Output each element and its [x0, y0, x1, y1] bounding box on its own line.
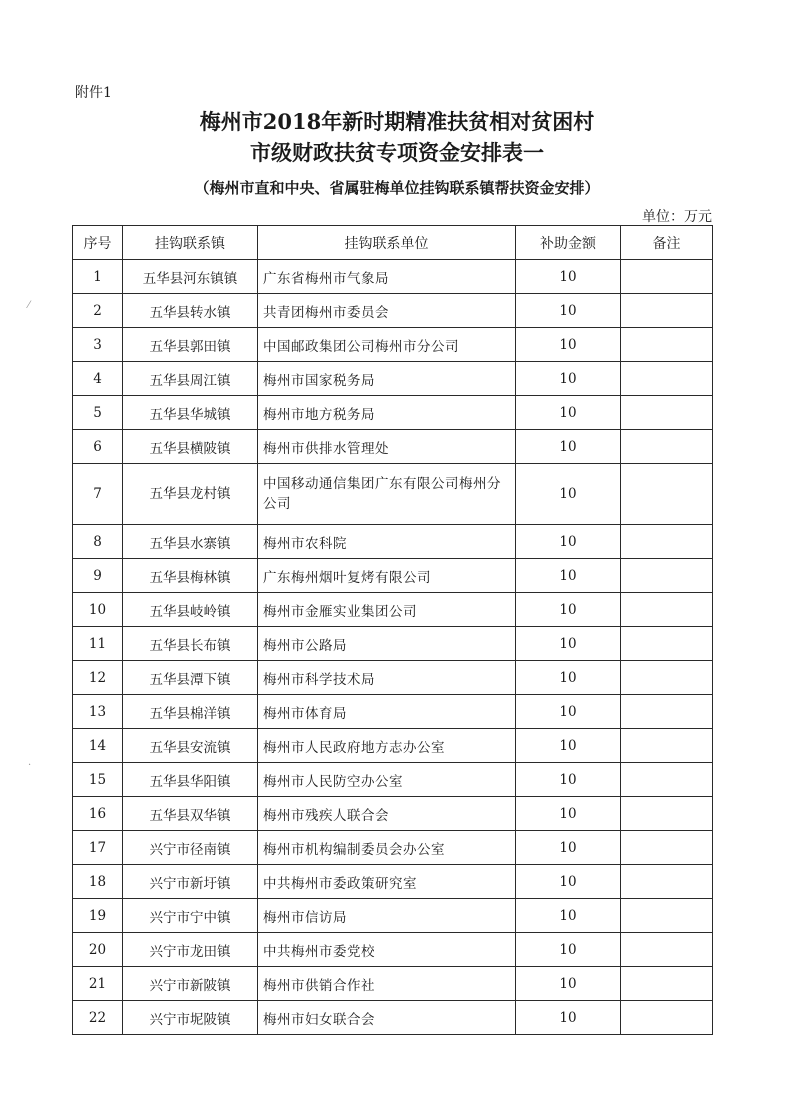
scan-mark: ·: [28, 760, 32, 771]
unit-label: 单位：万元: [642, 209, 712, 225]
row-town: 五华县棉洋镇: [123, 695, 258, 729]
row-amount: 10: [516, 260, 621, 294]
row-amount: 10: [516, 559, 621, 593]
table-row: [73, 260, 713, 294]
row-number: 16: [73, 797, 123, 831]
table-row: [73, 525, 713, 559]
row-remark: [621, 661, 713, 695]
row-remark: [621, 1001, 713, 1035]
header-amount: 补助金额: [516, 226, 621, 260]
row-amount: 10: [516, 328, 621, 362]
scan-mark: ⁄: [28, 300, 30, 311]
row-unit: 中国移动通信集团广东有限公司梅州分公司: [258, 464, 516, 525]
table-header-row: [73, 226, 713, 260]
row-number: 11: [73, 627, 123, 661]
row-town: 五华县周江镇: [123, 362, 258, 396]
row-number: 14: [73, 729, 123, 763]
funding-table: [72, 225, 713, 1035]
table-row: [73, 559, 713, 593]
row-number: 12: [73, 661, 123, 695]
row-town: 五华县长布镇: [123, 627, 258, 661]
row-amount: 10: [516, 661, 621, 695]
row-amount: 10: [516, 294, 621, 328]
row-remark: [621, 933, 713, 967]
row-town: 五华县转水镇: [123, 294, 258, 328]
row-unit: 梅州市国家税务局: [258, 362, 516, 396]
row-town: 兴宁市径南镇: [123, 831, 258, 865]
row-town: 五华县梅林镇: [123, 559, 258, 593]
row-remark: [621, 729, 713, 763]
row-number: 15: [73, 763, 123, 797]
table-row: [73, 729, 713, 763]
header-remark: 备注: [621, 226, 713, 260]
row-remark: [621, 797, 713, 831]
row-remark: [621, 627, 713, 661]
row-unit: 梅州市残疾人联合会: [258, 797, 516, 831]
row-amount: 10: [516, 763, 621, 797]
row-remark: [621, 763, 713, 797]
row-town: 兴宁市新圩镇: [123, 865, 258, 899]
row-town: 兴宁市新陂镇: [123, 967, 258, 1001]
row-number: 4: [73, 362, 123, 396]
row-remark: [621, 396, 713, 430]
row-remark: [621, 559, 713, 593]
table-row: [73, 294, 713, 328]
row-unit: 中共梅州市委政策研究室: [258, 865, 516, 899]
table-row: [73, 362, 713, 396]
row-unit: 广东省梅州市气象局: [258, 260, 516, 294]
row-number: 20: [73, 933, 123, 967]
row-number: 18: [73, 865, 123, 899]
table-row: [73, 967, 713, 1001]
row-unit: 梅州市机构编制委员会办公室: [258, 831, 516, 865]
row-town: 五华县潭下镇: [123, 661, 258, 695]
table-row: [73, 1001, 713, 1035]
table-row: [73, 430, 713, 464]
row-amount: 10: [516, 627, 621, 661]
table-row: [73, 328, 713, 362]
row-amount: 10: [516, 396, 621, 430]
row-town: 五华县横陂镇: [123, 430, 258, 464]
row-unit: 梅州市人民政府地方志办公室: [258, 729, 516, 763]
row-remark: [621, 525, 713, 559]
row-remark: [621, 865, 713, 899]
table-row: [73, 661, 713, 695]
row-number: 9: [73, 559, 123, 593]
document-title-line1: 梅州市2018年新时期精准扶贫相对贫困村: [199, 109, 595, 134]
row-unit: 梅州市金雁实业集团公司: [258, 593, 516, 627]
row-unit: 梅州市信访局: [258, 899, 516, 933]
row-unit: 中国邮政集团公司梅州市分公司: [258, 328, 516, 362]
table-row: [73, 797, 713, 831]
row-remark: [621, 899, 713, 933]
row-unit: 梅州市妇女联合会: [258, 1001, 516, 1035]
row-number: 5: [73, 396, 123, 430]
row-amount: 10: [516, 593, 621, 627]
table-row: [73, 695, 713, 729]
row-unit: 梅州市公路局: [258, 627, 516, 661]
row-amount: 10: [516, 933, 621, 967]
row-amount: 10: [516, 362, 621, 396]
row-amount: 10: [516, 865, 621, 899]
row-number: 6: [73, 430, 123, 464]
row-remark: [621, 695, 713, 729]
row-number: 1: [73, 260, 123, 294]
row-amount: 10: [516, 967, 621, 1001]
header-unit: 挂钩联系单位: [258, 226, 516, 260]
row-town: 兴宁市龙田镇: [123, 933, 258, 967]
row-number: 13: [73, 695, 123, 729]
row-amount: 10: [516, 464, 621, 525]
row-number: 22: [73, 1001, 123, 1035]
row-number: 8: [73, 525, 123, 559]
row-amount: 10: [516, 899, 621, 933]
row-unit: 梅州市体育局: [258, 695, 516, 729]
table-row: [73, 831, 713, 865]
row-amount: 10: [516, 729, 621, 763]
row-remark: [621, 967, 713, 1001]
row-remark: [621, 260, 713, 294]
row-town: 五华县岐岭镇: [123, 593, 258, 627]
row-unit: 梅州市供销合作社: [258, 967, 516, 1001]
row-unit: 梅州市农科院: [258, 525, 516, 559]
row-remark: [621, 464, 713, 525]
table-row: [73, 464, 713, 525]
row-unit: 共青团梅州市委员会: [258, 294, 516, 328]
row-amount: 10: [516, 1001, 621, 1035]
row-town: 五华县双华镇: [123, 797, 258, 831]
row-amount: 10: [516, 695, 621, 729]
row-amount: 10: [516, 525, 621, 559]
table-row: [73, 396, 713, 430]
table-row: [73, 865, 713, 899]
row-town: 五华县河东镇镇: [123, 260, 258, 294]
row-town: 五华县水寨镇: [123, 525, 258, 559]
row-number: 17: [73, 831, 123, 865]
row-number: 3: [73, 328, 123, 362]
row-town: 五华县华阳镇: [123, 763, 258, 797]
row-number: 21: [73, 967, 123, 1001]
row-unit: 梅州市科学技术局: [258, 661, 516, 695]
row-number: 2: [73, 294, 123, 328]
row-amount: 10: [516, 430, 621, 464]
table-row: [73, 899, 713, 933]
row-remark: [621, 831, 713, 865]
table-row: [73, 933, 713, 967]
row-amount: 10: [516, 797, 621, 831]
row-number: 7: [73, 464, 123, 525]
header-town: 挂钩联系镇: [123, 226, 258, 260]
row-unit: 广东梅州烟叶复烤有限公司: [258, 559, 516, 593]
row-town: 五华县龙村镇: [123, 464, 258, 525]
row-unit: 中共梅州市委党校: [258, 933, 516, 967]
table-row: [73, 763, 713, 797]
row-unit: 梅州市供排水管理处: [258, 430, 516, 464]
row-town: 五华县安流镇: [123, 729, 258, 763]
row-amount: 10: [516, 831, 621, 865]
row-remark: [621, 593, 713, 627]
table-row: [73, 627, 713, 661]
document-subtitle: （梅州市直和中央、省属驻梅单位挂钩联系镇帮扶资金安排）: [194, 179, 600, 197]
header-no: 序号: [73, 226, 123, 260]
row-unit: 梅州市地方税务局: [258, 396, 516, 430]
row-town: 五华县郭田镇: [123, 328, 258, 362]
row-remark: [621, 328, 713, 362]
document-title-line2: 市级财政扶贫专项资金安排表一: [250, 140, 544, 165]
row-town: 五华县华城镇: [123, 396, 258, 430]
row-remark: [621, 294, 713, 328]
row-unit: 梅州市人民防空办公室: [258, 763, 516, 797]
row-town: 兴宁市宁中镇: [123, 899, 258, 933]
table-row: [73, 593, 713, 627]
row-remark: [621, 362, 713, 396]
row-town: 兴宁市坭陂镇: [123, 1001, 258, 1035]
attachment-label: 附件1: [75, 85, 112, 101]
row-number: 19: [73, 899, 123, 933]
row-remark: [621, 430, 713, 464]
row-number: 10: [73, 593, 123, 627]
